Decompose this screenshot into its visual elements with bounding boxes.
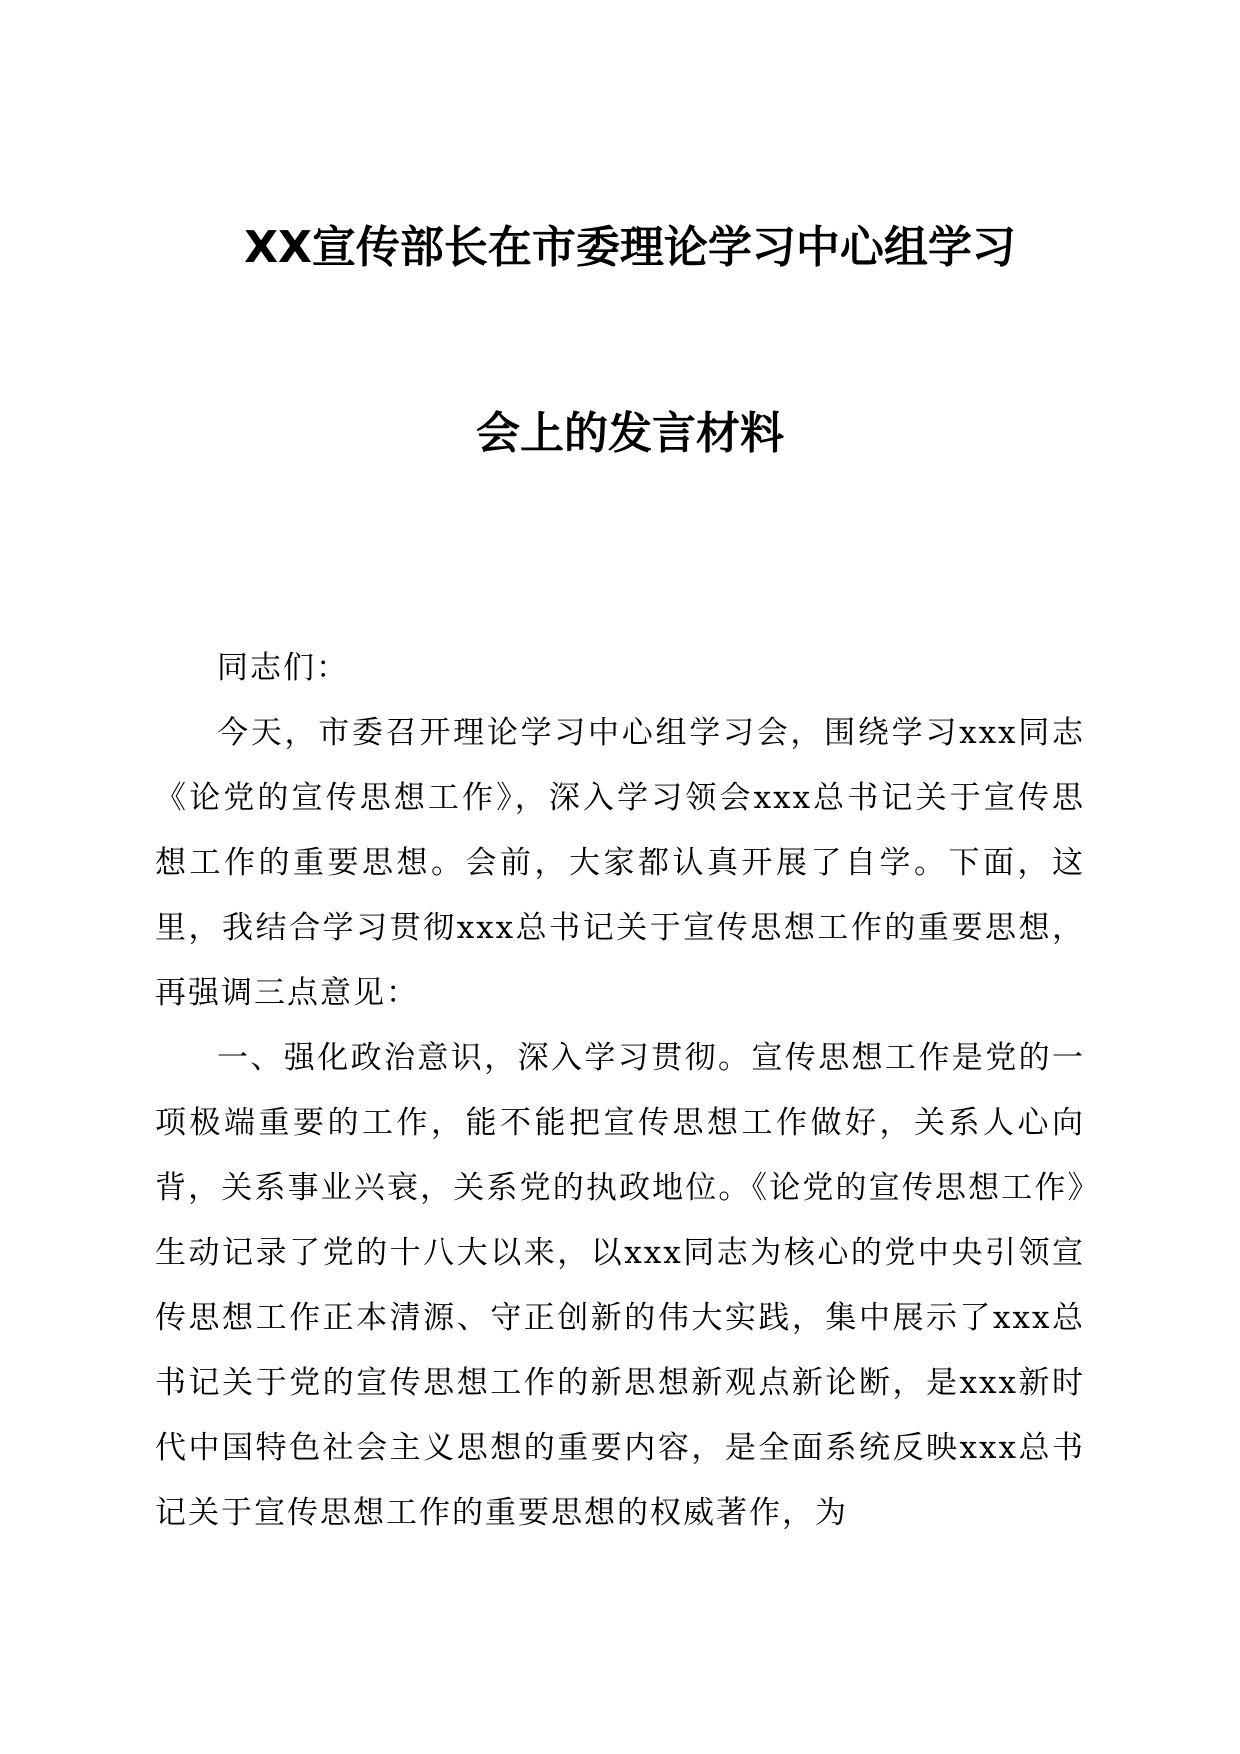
document-title-line-2: 会上的发言材料 [476, 408, 784, 459]
paragraph-intro: 今天，市委召开理论学习中心组学习会，围绕学习xxx同志《论党的宣传思想工作》，深入学习领会xxx总书记关于宣传思想工作的重要思想。会前，大家都认真开展了自学。下面，这里，我结合学习贯彻xxx总书记关于宣传思想工作的重要思想，再强调三点意见： [155, 715, 1085, 1011]
document-body [155, 636, 1085, 1546]
salutation: 同志们： [217, 650, 349, 686]
paragraph-point-one: 一、强化政治意识，深入学习贯彻。宣传思想工作是党的一项极端重要的工作，能不能把宣传思想工作做好，关系人心向背，关系事业兴衰，关系党的执政地位。《论党的宣传思想工作》生动记录了党的十八大以来，以xxx同志为核心的党中央引领宣传思想工作正本清源、守正创新的伟大实践，集中展示了xxx总书记关于党的宣传思想工作的新思想新观点新论断，是xxx新时代中国特色社会主义思想的重要内容，是全面系统反映xxx总书记关于宣传思想工作的重要思想的权威著作，为 [155, 1040, 1085, 1531]
document-title-line-1: XX宣传部长在市委理论学习中心组学习 [244, 222, 1016, 273]
